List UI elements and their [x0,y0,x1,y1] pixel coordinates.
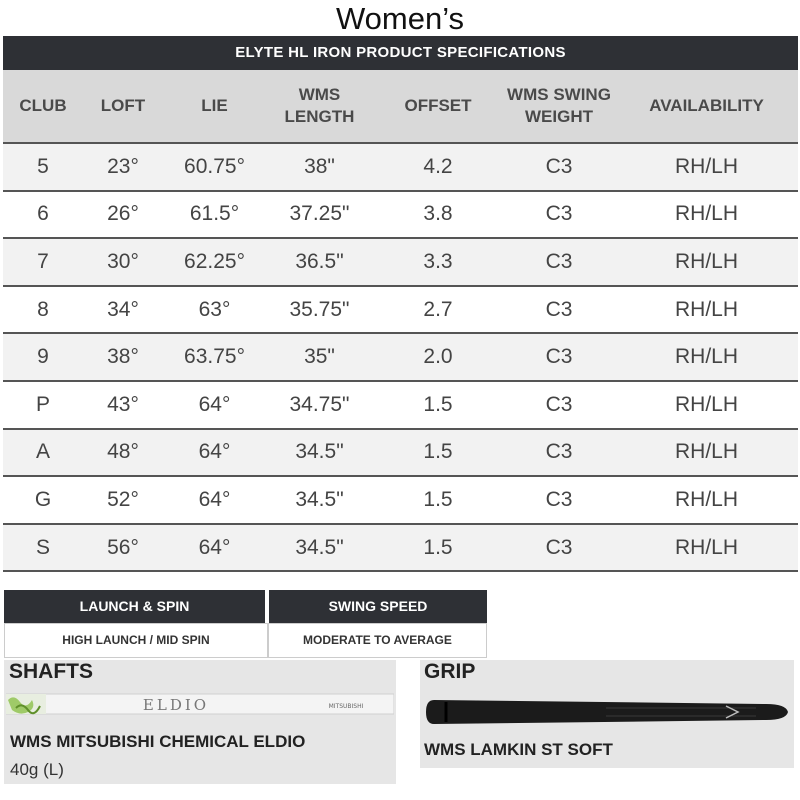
column-header-lie: LIE [201,96,228,115]
cell-swing-weight: C3 [545,297,573,321]
cell-availability: RH/LH [674,249,738,273]
cell-offset: 3.8 [423,202,453,226]
cell-offset: 4.2 [423,154,453,178]
cell-club: 6 [37,202,49,226]
cell-lie: 62.25° [184,249,245,273]
launch-spin-table [4,590,487,658]
swing-speed-value: MODERATE TO AVERAGE [303,633,452,647]
cell-availability: RH/LH [674,297,738,321]
table-row [3,475,798,523]
shaft-maker-text: MITSUBISHI [328,703,364,710]
cell-lie: 64° [198,487,231,511]
cell-length: 35.75" [289,297,350,321]
cell-length: 36.5" [295,249,344,273]
cell-swing-weight: C3 [545,249,573,273]
cell-offset: 2.7 [423,297,453,321]
shaft-name: WMS MITSUBISHI CHEMICAL ELDIO [10,732,306,751]
shaft-brand-text: ELDIO [142,696,210,714]
grip-panel [420,660,794,768]
cell-lie: 60.75° [184,154,245,178]
cell-loft: 26° [107,202,139,226]
cell-length: 34.5" [295,487,344,511]
cell-swing-weight: C3 [545,202,573,226]
cell-length: 37.25" [289,202,350,226]
cell-club: 7 [37,249,49,273]
cell-lie: 61.5° [189,202,240,226]
cell-availability: RH/LH [674,154,738,178]
column-header-wms-swing-weight: WMS SWING WEIGHT [507,85,611,126]
cell-offset: 2.0 [423,345,453,369]
cell-lie: 63° [198,297,231,321]
column-header-offset: OFFSET [404,96,472,115]
cell-offset: 3.3 [423,249,453,273]
spec-table-body [3,142,798,572]
grip-image [426,686,788,738]
cell-availability: RH/LH [674,440,738,464]
cell-availability: RH/LH [674,392,738,416]
column-header-row [3,70,798,142]
page-title: Women’s [335,1,465,36]
swing-speed-header: SWING SPEED [269,590,487,623]
table-row [3,428,798,476]
cell-length: 34.75" [289,392,350,416]
cell-swing-weight: C3 [545,535,573,559]
cell-loft: 34° [107,297,139,321]
shafts-title: SHAFTS [9,660,93,683]
table-row [3,190,798,238]
cell-loft: 48° [107,440,139,464]
cell-length: 35" [304,345,335,369]
cell-swing-weight: C3 [545,440,573,464]
cell-availability: RH/LH [674,535,738,559]
column-header-wms-length: WMS LENGTH [284,85,355,126]
cell-offset: 1.5 [423,392,453,416]
cell-loft: 23° [107,154,139,178]
cell-loft: 30° [107,249,139,273]
cell-availability: RH/LH [674,487,738,511]
cell-loft: 52° [107,487,139,511]
shaft-image [6,688,394,718]
cell-club: 8 [37,297,49,321]
column-header-club: CLUB [19,96,67,115]
cell-availability: RH/LH [674,202,738,226]
cell-lie: 64° [198,440,231,464]
grip-title: GRIP [424,660,476,683]
column-header-availability: AVAILABILITY [649,96,764,115]
table-row [3,285,798,333]
cell-lie: 63.75° [184,345,245,369]
table-row [3,380,798,428]
cell-swing-weight: C3 [545,392,573,416]
table-row [3,237,798,285]
cell-lie: 64° [198,392,231,416]
cell-swing-weight: C3 [545,487,573,511]
cell-lie: 64° [198,535,231,559]
cell-club: 9 [37,345,49,369]
cell-swing-weight: C3 [545,154,573,178]
spec-table-title: ELYTE HL IRON PRODUCT SPECIFICATIONS [3,36,798,70]
cell-club: G [34,487,52,511]
cell-offset: 1.5 [423,440,453,464]
spec-table [3,36,798,572]
launch-spin-value: HIGH LAUNCH / MID SPIN [5,624,269,657]
cell-club: P [35,392,50,416]
cell-length: 38" [304,154,335,178]
table-row [3,142,798,190]
launch-spin-header: LAUNCH & SPIN [4,590,269,623]
cell-availability: RH/LH [674,345,738,369]
cell-length: 34.5" [295,535,344,559]
cell-swing-weight: C3 [545,345,573,369]
cell-length: 34.5" [295,440,344,464]
cell-club: S [35,535,50,559]
table-row [3,523,798,573]
cell-club: A [35,440,50,464]
cell-loft: 38° [107,345,139,369]
shafts-panel [4,660,396,784]
cell-club: 5 [37,154,49,178]
shaft-weight: 40g (L) [10,760,64,779]
cell-offset: 1.5 [423,487,453,511]
table-row [3,332,798,380]
cell-offset: 1.5 [423,535,453,559]
cell-loft: 56° [107,535,139,559]
column-header-loft: LOFT [100,96,146,115]
cell-loft: 43° [107,392,139,416]
grip-name: WMS LAMKIN ST SOFT [424,740,613,759]
